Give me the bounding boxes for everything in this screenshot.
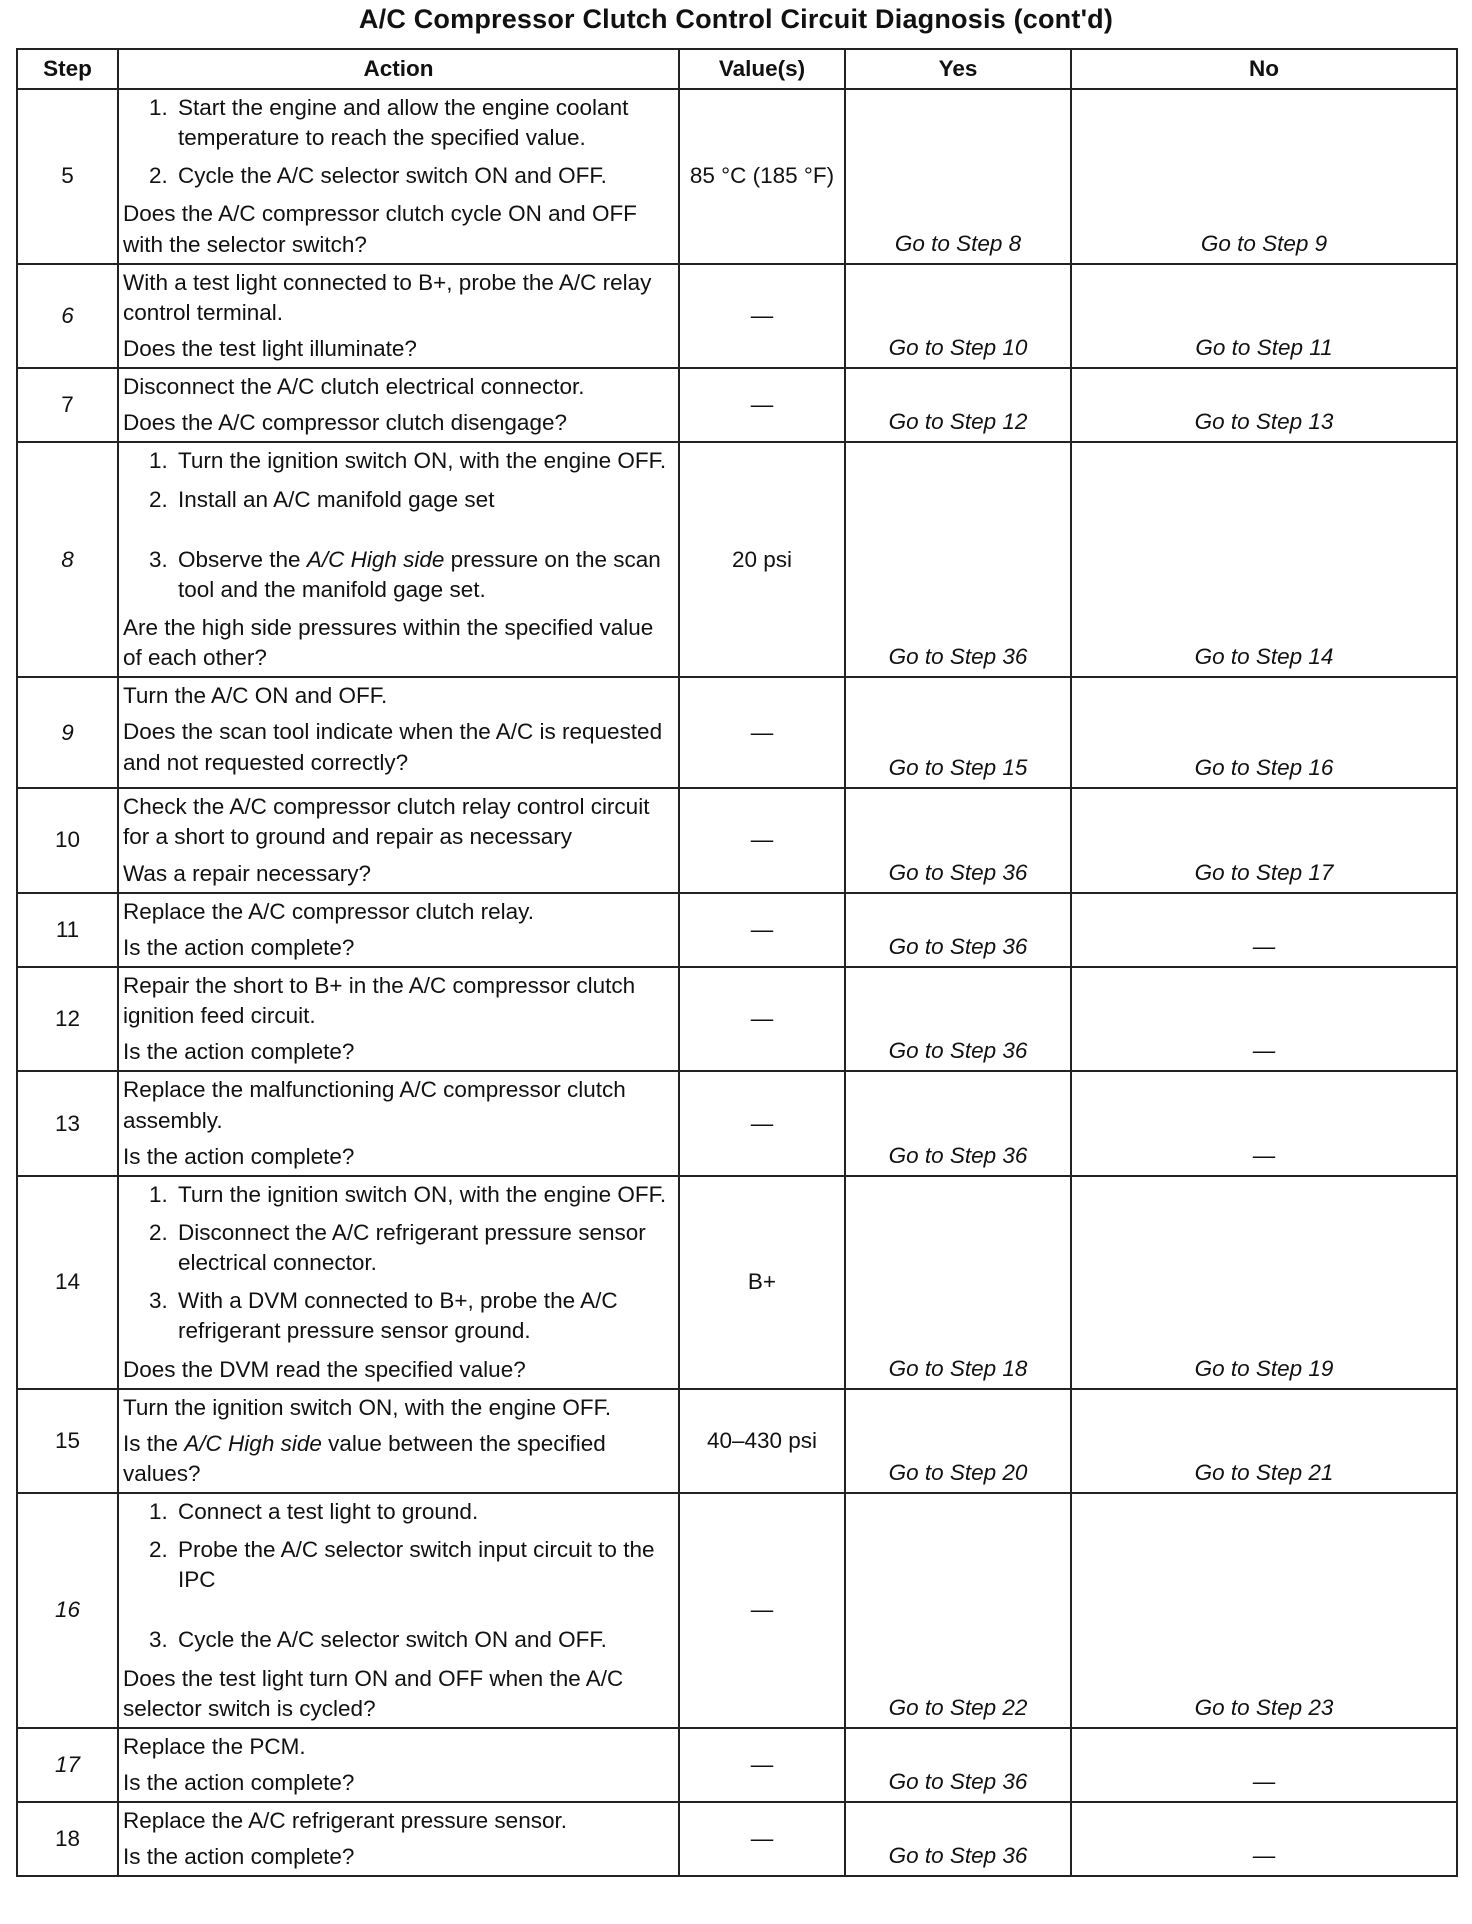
question-text: Are the high side pressures within the specified value of each other?	[123, 614, 654, 671]
sub-step	[123, 446, 672, 476]
action-cell	[118, 893, 679, 967]
sub-step-number: 3.	[149, 1288, 168, 1314]
sub-step-text: Disconnect the A/C refrigerant pressure sensor electrical connector.	[178, 1219, 646, 1276]
step-number: 13	[17, 1071, 118, 1175]
action-text: Turn the ignition switch ON, with the engine OFF.	[123, 1394, 612, 1420]
question-text: Does the test light illuminate?	[123, 335, 417, 361]
table-row	[17, 788, 1457, 892]
yes-result: Go to Step 36	[845, 1071, 1071, 1175]
action-cell	[118, 1493, 679, 1728]
header-no: No	[1071, 49, 1457, 89]
sub-step-number: 3.	[149, 1627, 168, 1653]
sub-step-number: 3.	[149, 546, 168, 572]
table-row	[17, 967, 1457, 1071]
sub-step	[123, 161, 672, 191]
sub-step	[123, 1286, 672, 1346]
value-cell: 20 psi	[679, 442, 845, 677]
step-number: 6	[17, 264, 118, 368]
sub-step-text: Connect a test light to ground.	[178, 1499, 479, 1525]
yes-result: Go to Step 20	[845, 1389, 1071, 1493]
action-cell	[118, 89, 679, 264]
yes-result: Go to Step 36	[845, 442, 1071, 677]
header-row	[17, 49, 1457, 89]
sub-step-number: 1.	[149, 448, 168, 474]
action-cell	[118, 1176, 679, 1389]
question-text: Is the action complete?	[123, 1844, 355, 1870]
step-number: 18	[17, 1802, 118, 1876]
parameter-name: A/C High side	[306, 546, 445, 572]
yes-result: Go to Step 10	[845, 264, 1071, 368]
sub-step-text: Observe the	[178, 546, 307, 572]
value-cell: —	[679, 368, 845, 442]
no-result: Go to Step 23	[1071, 1493, 1457, 1728]
yes-result: Go to Step 36	[845, 967, 1071, 1071]
header-yes: Yes	[845, 49, 1071, 89]
sub-step-number: 2.	[149, 1537, 168, 1563]
action-cell	[118, 368, 679, 442]
value-cell: —	[679, 1802, 845, 1876]
sub-step-text: Turn the ignition switch ON, with the engine OFF.	[178, 1181, 667, 1207]
sub-step-text: Probe the A/C selector switch input circuit to the IPC	[178, 1537, 655, 1593]
no-result: Go to Step 14	[1071, 442, 1457, 677]
yes-result: Go to Step 15	[845, 677, 1071, 788]
diagnosis-table	[16, 48, 1458, 1877]
no-result: Go to Step 19	[1071, 1176, 1457, 1389]
table-row	[17, 1802, 1457, 1876]
action-cell	[118, 1071, 679, 1175]
sub-step-number: 2.	[149, 163, 168, 189]
sub-step-text: Install an A/C manifold gage set	[178, 486, 495, 512]
question-text-part: value between the specified values?	[123, 1430, 606, 1486]
value-cell: —	[679, 1071, 845, 1175]
yes-result: Go to Step 18	[845, 1176, 1071, 1389]
yes-result: Go to Step 36	[845, 1728, 1071, 1802]
value-cell: —	[679, 1728, 845, 1802]
sub-step-text: Turn the ignition switch ON, with the engine OFF.	[178, 448, 667, 474]
sub-step-number: 1.	[149, 1181, 168, 1207]
action-cell	[118, 967, 679, 1071]
question-text-part: Is the	[123, 1430, 185, 1456]
action-cell	[118, 1728, 679, 1802]
action-text: With a test light connected to B+, probe the A/C relay control terminal.	[123, 269, 652, 325]
question-text: Is the action complete?	[123, 1039, 355, 1065]
sub-step-text: With a DVM connected to B+, probe the A/C refrigerant pressure sensor ground.	[178, 1288, 618, 1344]
table-row	[17, 1493, 1457, 1728]
action-cell	[118, 1802, 679, 1876]
yes-result: Go to Step 36	[845, 1802, 1071, 1876]
action-text: Replace the A/C compressor clutch relay.	[123, 898, 535, 924]
sub-step	[123, 1497, 672, 1527]
question-text: Does the DVM read the specified value?	[123, 1356, 526, 1382]
question-text: Was a repair necessary?	[123, 860, 372, 886]
action-cell	[118, 788, 679, 892]
action-text: Replace the malfunctioning A/C compressor clutch assembly.	[123, 1077, 626, 1133]
question-text: Does the scan tool indicate when the A/C is requested and not requested correctly?	[123, 719, 663, 775]
no-result: Go to Step 11	[1071, 264, 1457, 368]
step-number: 8	[17, 442, 118, 677]
question-text: Is the action complete?	[123, 1143, 355, 1169]
yes-result: Go to Step 36	[845, 893, 1071, 967]
action-cell	[118, 264, 679, 368]
no-result: Go to Step 21	[1071, 1389, 1457, 1493]
action-text: Repair the short to B+ in the A/C compressor clutch ignition feed circuit.	[123, 972, 636, 1029]
sub-step-number: 1.	[149, 1499, 168, 1525]
action-text: Check the A/C compressor clutch relay control circuit for a short to ground and repair as necessary	[123, 794, 650, 850]
value-cell: —	[679, 264, 845, 368]
no-result: —	[1071, 893, 1457, 967]
header-step: Step	[17, 49, 118, 89]
no-result: Go to Step 9	[1071, 89, 1457, 264]
table-row	[17, 893, 1457, 967]
step-number: 9	[17, 677, 118, 788]
table-row	[17, 1728, 1457, 1802]
yes-result: Go to Step 12	[845, 368, 1071, 442]
question-text: Is the action complete?	[123, 1770, 355, 1796]
question-text: Does the A/C compressor clutch cycle ON and OFF with the selector switch?	[123, 201, 637, 257]
action-cell	[118, 677, 679, 788]
value-cell: 85 °C (185 °F)	[679, 89, 845, 264]
step-number: 5	[17, 89, 118, 264]
page-title: A/C Compressor Clutch Control Circuit Diagnosis (cont'd)	[358, 4, 1114, 34]
no-result: —	[1071, 1728, 1457, 1802]
sub-step	[123, 1218, 672, 1278]
question-text: Does the A/C compressor clutch disengage?	[123, 410, 567, 436]
question-text	[123, 1429, 672, 1489]
yes-result: Go to Step 36	[845, 788, 1071, 892]
step-number: 7	[17, 368, 118, 442]
action-cell	[118, 442, 679, 677]
table-row	[17, 442, 1457, 677]
sub-step	[123, 545, 672, 605]
table-row	[17, 1176, 1457, 1389]
value-cell: 40–430 psi	[679, 1389, 845, 1493]
no-result: Go to Step 17	[1071, 788, 1457, 892]
sub-step-text: Cycle the A/C selector switch ON and OFF.	[178, 163, 607, 189]
value-cell: —	[679, 967, 845, 1071]
step-number: 14	[17, 1176, 118, 1389]
sub-step-text: Cycle the A/C selector switch ON and OFF.	[178, 1627, 607, 1653]
sub-step-number: 2.	[149, 486, 168, 512]
step-number: 11	[17, 893, 118, 967]
action-text: Disconnect the A/C clutch electrical connector.	[123, 374, 585, 400]
sub-step	[123, 1625, 672, 1655]
action-text: Turn the A/C ON and OFF.	[123, 683, 388, 709]
no-result: —	[1071, 967, 1457, 1071]
value-cell: —	[679, 893, 845, 967]
no-result: —	[1071, 1071, 1457, 1175]
step-number: 16	[17, 1493, 118, 1728]
no-result: —	[1071, 1802, 1457, 1876]
sub-step-number: 1.	[149, 95, 168, 120]
table-row	[17, 368, 1457, 442]
header-action: Action	[118, 49, 679, 89]
yes-result: Go to Step 22	[845, 1493, 1071, 1728]
table-row	[17, 1389, 1457, 1493]
value-cell: —	[679, 1493, 845, 1728]
action-cell	[118, 1389, 679, 1493]
sub-step	[123, 485, 672, 515]
sub-step	[123, 1535, 672, 1595]
parameter-name: A/C High side	[184, 1430, 322, 1456]
sub-step-number: 2.	[149, 1219, 168, 1245]
sub-step	[123, 1180, 672, 1210]
action-text: Replace the PCM.	[123, 1733, 306, 1759]
no-result: Go to Step 16	[1071, 677, 1457, 788]
table-row	[17, 264, 1457, 368]
sub-step	[123, 93, 672, 153]
step-number: 15	[17, 1389, 118, 1493]
value-cell: B+	[679, 1176, 845, 1389]
step-number: 10	[17, 788, 118, 892]
sub-step-text: pressure on the scan tool and the manifold gage set.	[178, 546, 661, 602]
yes-result: Go to Step 8	[845, 89, 1071, 264]
table-row	[17, 1071, 1457, 1175]
step-number: 17	[17, 1728, 118, 1802]
table-row	[17, 677, 1457, 788]
sub-step-text: Start the engine and allow the engine coolant temperature to reach the specified value.	[178, 95, 629, 151]
header-values: Value(s)	[679, 49, 845, 89]
no-result: Go to Step 13	[1071, 368, 1457, 442]
value-cell: —	[679, 677, 845, 788]
question-text: Is the action complete?	[123, 934, 355, 960]
question-text: Does the test light turn ON and OFF when the A/C selector switch is cycled?	[123, 1665, 624, 1721]
step-number: 12	[17, 967, 118, 1071]
action-text: Replace the A/C refrigerant pressure sensor.	[123, 1808, 567, 1834]
value-cell: —	[679, 788, 845, 892]
table-row	[17, 89, 1457, 264]
